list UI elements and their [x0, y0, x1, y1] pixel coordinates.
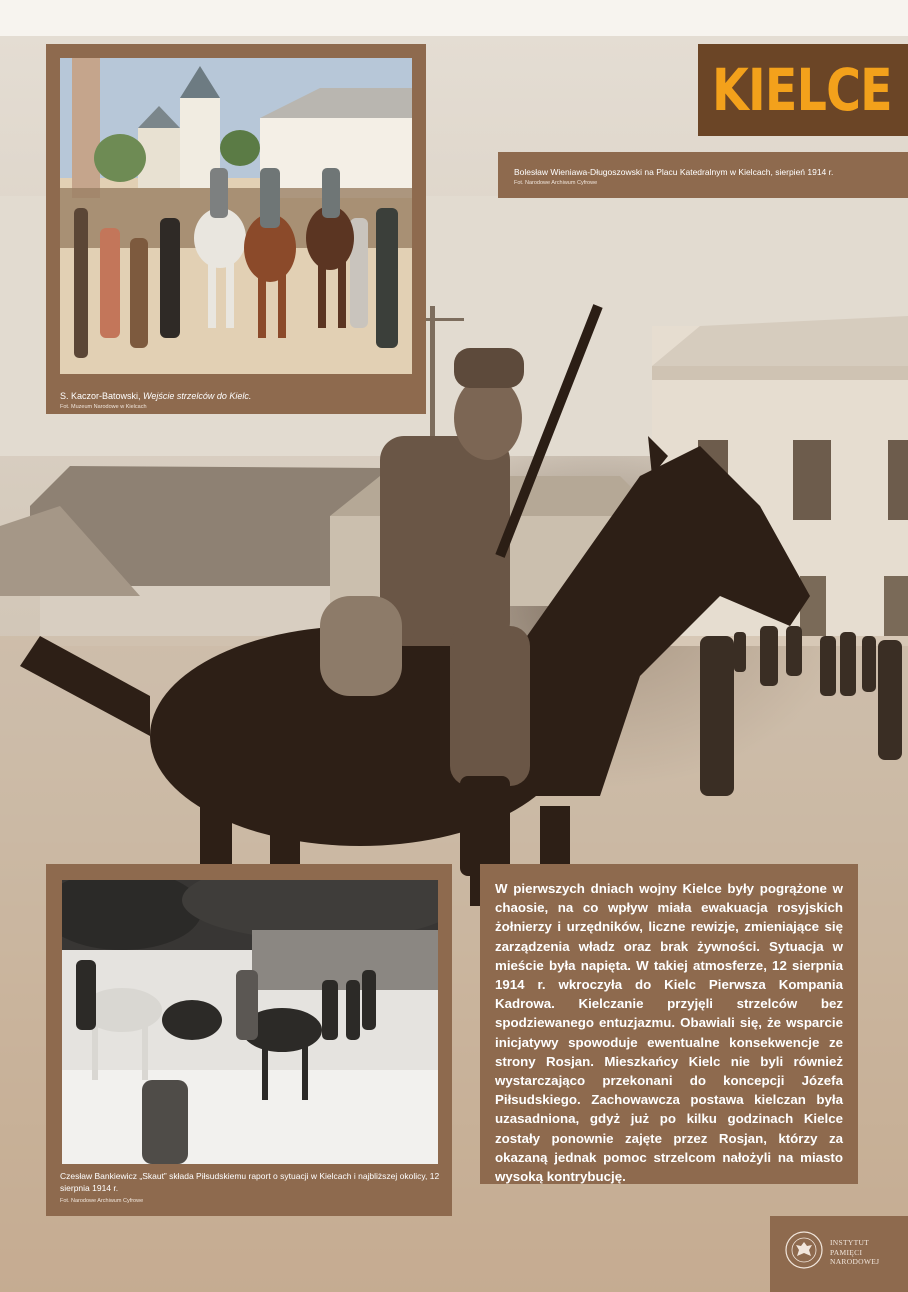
eagle-seal-icon [784, 1230, 824, 1270]
main-text-box [480, 864, 858, 1184]
page-title: KIELCE [712, 56, 892, 124]
painting-image [60, 58, 412, 374]
background-photo-caption [498, 152, 908, 198]
logo-text: INSTYTUT PAMIĘCI NARODOWEJ [830, 1238, 880, 1266]
painting-frame [46, 44, 426, 414]
title-box [698, 44, 908, 136]
ipn-logo [770, 1216, 908, 1292]
caption-text: Bolesław Wieniawa-Długoszowski na Placu Katedralnym w Kielcach, sierpień 1914 r. [514, 167, 834, 177]
bottom-photo-caption: Czesław Bankiewicz „Skaut” składa Piłsudskiemu raport o sytuacji w Kielcach i najbliższej okolicy, 12 sierpnia 1914 r. [60, 1171, 440, 1193]
painting-credit: Fot. Muzeum Narodowe w Kielcach [60, 404, 147, 410]
main-text: W pierwszych dniach wojny Kielce były pogrążone w chaosie, na co wpływ miała ewakuacja rosyjskich żołnierzy i urzędników, liczne rewizje, zmieniające się zarządzenia władz oraz brak żywności. Sytuacja w mieście była napięta. W takiej atmosferze, 12 sierpnia 1914 r. wkroczyła do Kielc Pierwsza Kompania Kadrowa. Kielczanie przyjęli strzelców bez spodziewanego entuzjazmu. Obawiali się, że wsparcie inicjatywy spowoduje ewentualne konsekwencje ze strony Rosjan. Mieszkańcy Kielc nie byli również wystarczająco przekonani do koncepcji Józefa Piłsudskiego. Zachowawcza postawa kielczan była uzasadniona, gdyż już po kilku godzinach Kielce zostały ponownie zajęte przez Rosjan, którzy za okazaną jednak pomoc strzelcom nałożyli na miasto wysoką kontrybucję. [495, 881, 843, 1185]
bottom-photo-frame [46, 864, 452, 1216]
caption-credit: Fot. Narodowe Archiwum Cyfrowe [514, 180, 598, 186]
bottom-photo-credit: Fot. Narodowe Archiwum Cyfrowe [60, 1198, 144, 1204]
painting-caption [60, 390, 251, 402]
painting-title: Wejście strzelców do Kielc. [143, 391, 252, 401]
poster [0, 36, 908, 1292]
bottom-photo-image [62, 880, 438, 1164]
painting-author: S. Kaczor-Batowski, [60, 391, 144, 401]
